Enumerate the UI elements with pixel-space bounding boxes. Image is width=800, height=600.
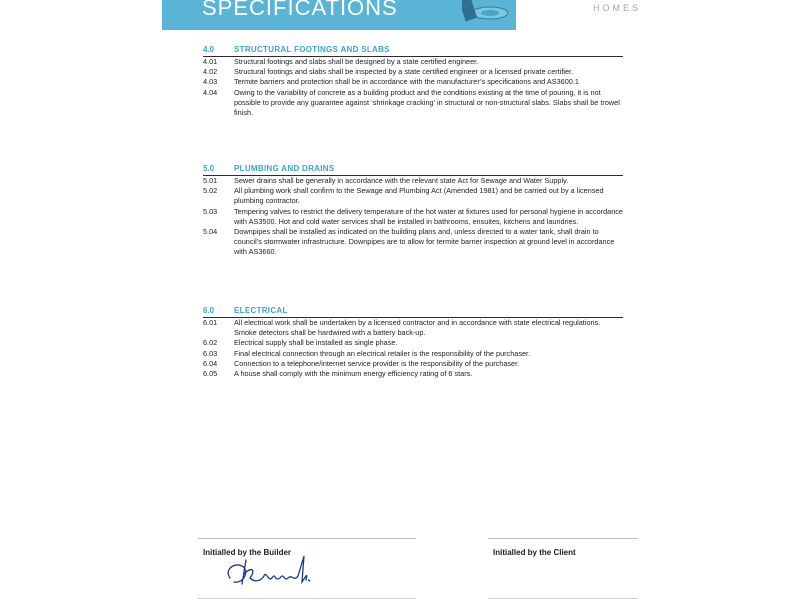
- clause-number: 4.02: [203, 67, 218, 77]
- clause-number: 4.01: [203, 57, 218, 66]
- clause: [203, 227, 623, 258]
- section-plumbing-drains: [203, 164, 623, 258]
- clause-text: Owing to the variability of concrete as a building product and the conditions existing at the time of pouring, it is not possible to provide any guarantee against ‘shrinkage cracking’ in structural or non-structural slabs. Slabs shall be trowel finish.: [234, 87, 620, 118]
- clause-number: 4.03: [203, 77, 218, 87]
- clause: [203, 318, 623, 338]
- clause-number: 6.04: [203, 358, 218, 368]
- clause-text: Final electrical connection through an electrical retailer is the responsibility of the purchaser.: [234, 348, 531, 358]
- section-header: [203, 164, 623, 176]
- builder-bottom-rule: [198, 598, 416, 599]
- clause-text: Electrical supply shall be installed as single phase.: [234, 338, 398, 348]
- builder-signature: [222, 548, 332, 590]
- clause-number: 6.02: [203, 338, 218, 348]
- builder-initial-label: Initialled by the Builder: [203, 548, 292, 557]
- header-banner: [162, 0, 516, 30]
- clause-number: 6.03: [203, 348, 218, 358]
- brand-name: HOMES: [593, 3, 642, 13]
- section-header: [203, 306, 623, 318]
- clause-number: 5.02: [203, 186, 218, 196]
- section-title: ELECTRICAL: [234, 306, 288, 315]
- clause-text: All electrical work shall be undertaken by a licensed contractor and in accordance with state electrical regulations. Smoke detectors shall be hardwired with a battery back-up.: [234, 318, 601, 338]
- section-header: [203, 45, 623, 57]
- section-structural-footings: [203, 45, 623, 118]
- clause-text: Tempering valves to restrict the delivery temperature of the hot water at fixtures used for personal hygiene in accordance with AS3500. Hot and cold water services shall be installed in bathrooms, ensuites, kitchens and laundries.: [234, 206, 623, 226]
- clause: [203, 77, 623, 87]
- client-initial-label: Initialled by the Client: [493, 548, 576, 557]
- clause: [203, 338, 623, 348]
- clause: [203, 88, 623, 119]
- clause: [203, 207, 623, 227]
- section-electrical: [203, 306, 623, 379]
- section-title: STRUCTURAL FOOTINGS AND SLABS: [234, 45, 390, 54]
- clause: [203, 67, 623, 77]
- section-number: 5.0: [203, 164, 215, 173]
- clause-text: A house shall comply with the minimum energy efficiency rating of 6 stars.: [234, 369, 473, 379]
- clause: [203, 57, 623, 67]
- client-bottom-rule: [488, 598, 638, 599]
- clause: [203, 359, 623, 369]
- clause-text: Structural footings and slabs shall be inspected by a state certified engineer or a licensed private certifier.: [234, 67, 574, 77]
- clause-text: All plumbing work shall confirm to the Sewage and Plumbing Act (Amended 1981) and be carried out by a licensed plumbing contractor.: [234, 186, 604, 206]
- clause-text: Termite barriers and protection shall be in accordance with the manufacturer’s specifications and AS3600.1: [234, 77, 579, 87]
- section-title: PLUMBING AND DRAINS: [234, 164, 335, 173]
- clause-number: 5.04: [203, 227, 218, 237]
- clause-number: 6.05: [203, 369, 218, 379]
- section-number: 4.0: [203, 45, 215, 54]
- builder-top-rule: [198, 538, 416, 539]
- banner-title: SPECIFICATIONS: [202, 0, 398, 20]
- clause-number: 4.04: [203, 87, 218, 97]
- clause-text: Sewer drains shall be generally in accordance with the relevant state Act for Sewage and Water Supply.: [234, 176, 569, 185]
- clause: [203, 186, 623, 206]
- clause-text: Downpipes shall be installed as indicated on the building plans and, unless directed to a water tank, shall drain to council’s stormwater infrastructure. Downpipes are to allow for termite barrier inspection at ground level in accordance with AS3660.: [234, 227, 615, 257]
- clause-text: Connection to a telephone/internet service provider is the responsibility of the purchaser.: [234, 358, 520, 368]
- tap-graphic-icon: [462, 0, 516, 30]
- section-number: 6.0: [203, 306, 215, 315]
- clause: [203, 349, 623, 359]
- clause: [203, 176, 623, 186]
- client-top-rule: [488, 538, 638, 539]
- clause-number: 5.03: [203, 206, 218, 216]
- clause-number: 5.01: [203, 176, 218, 185]
- clause: [203, 369, 623, 379]
- clause-number: 6.01: [203, 318, 218, 327]
- clause-text: Structural footings and slabs shall be designed by a state certified engineer.: [234, 57, 479, 66]
